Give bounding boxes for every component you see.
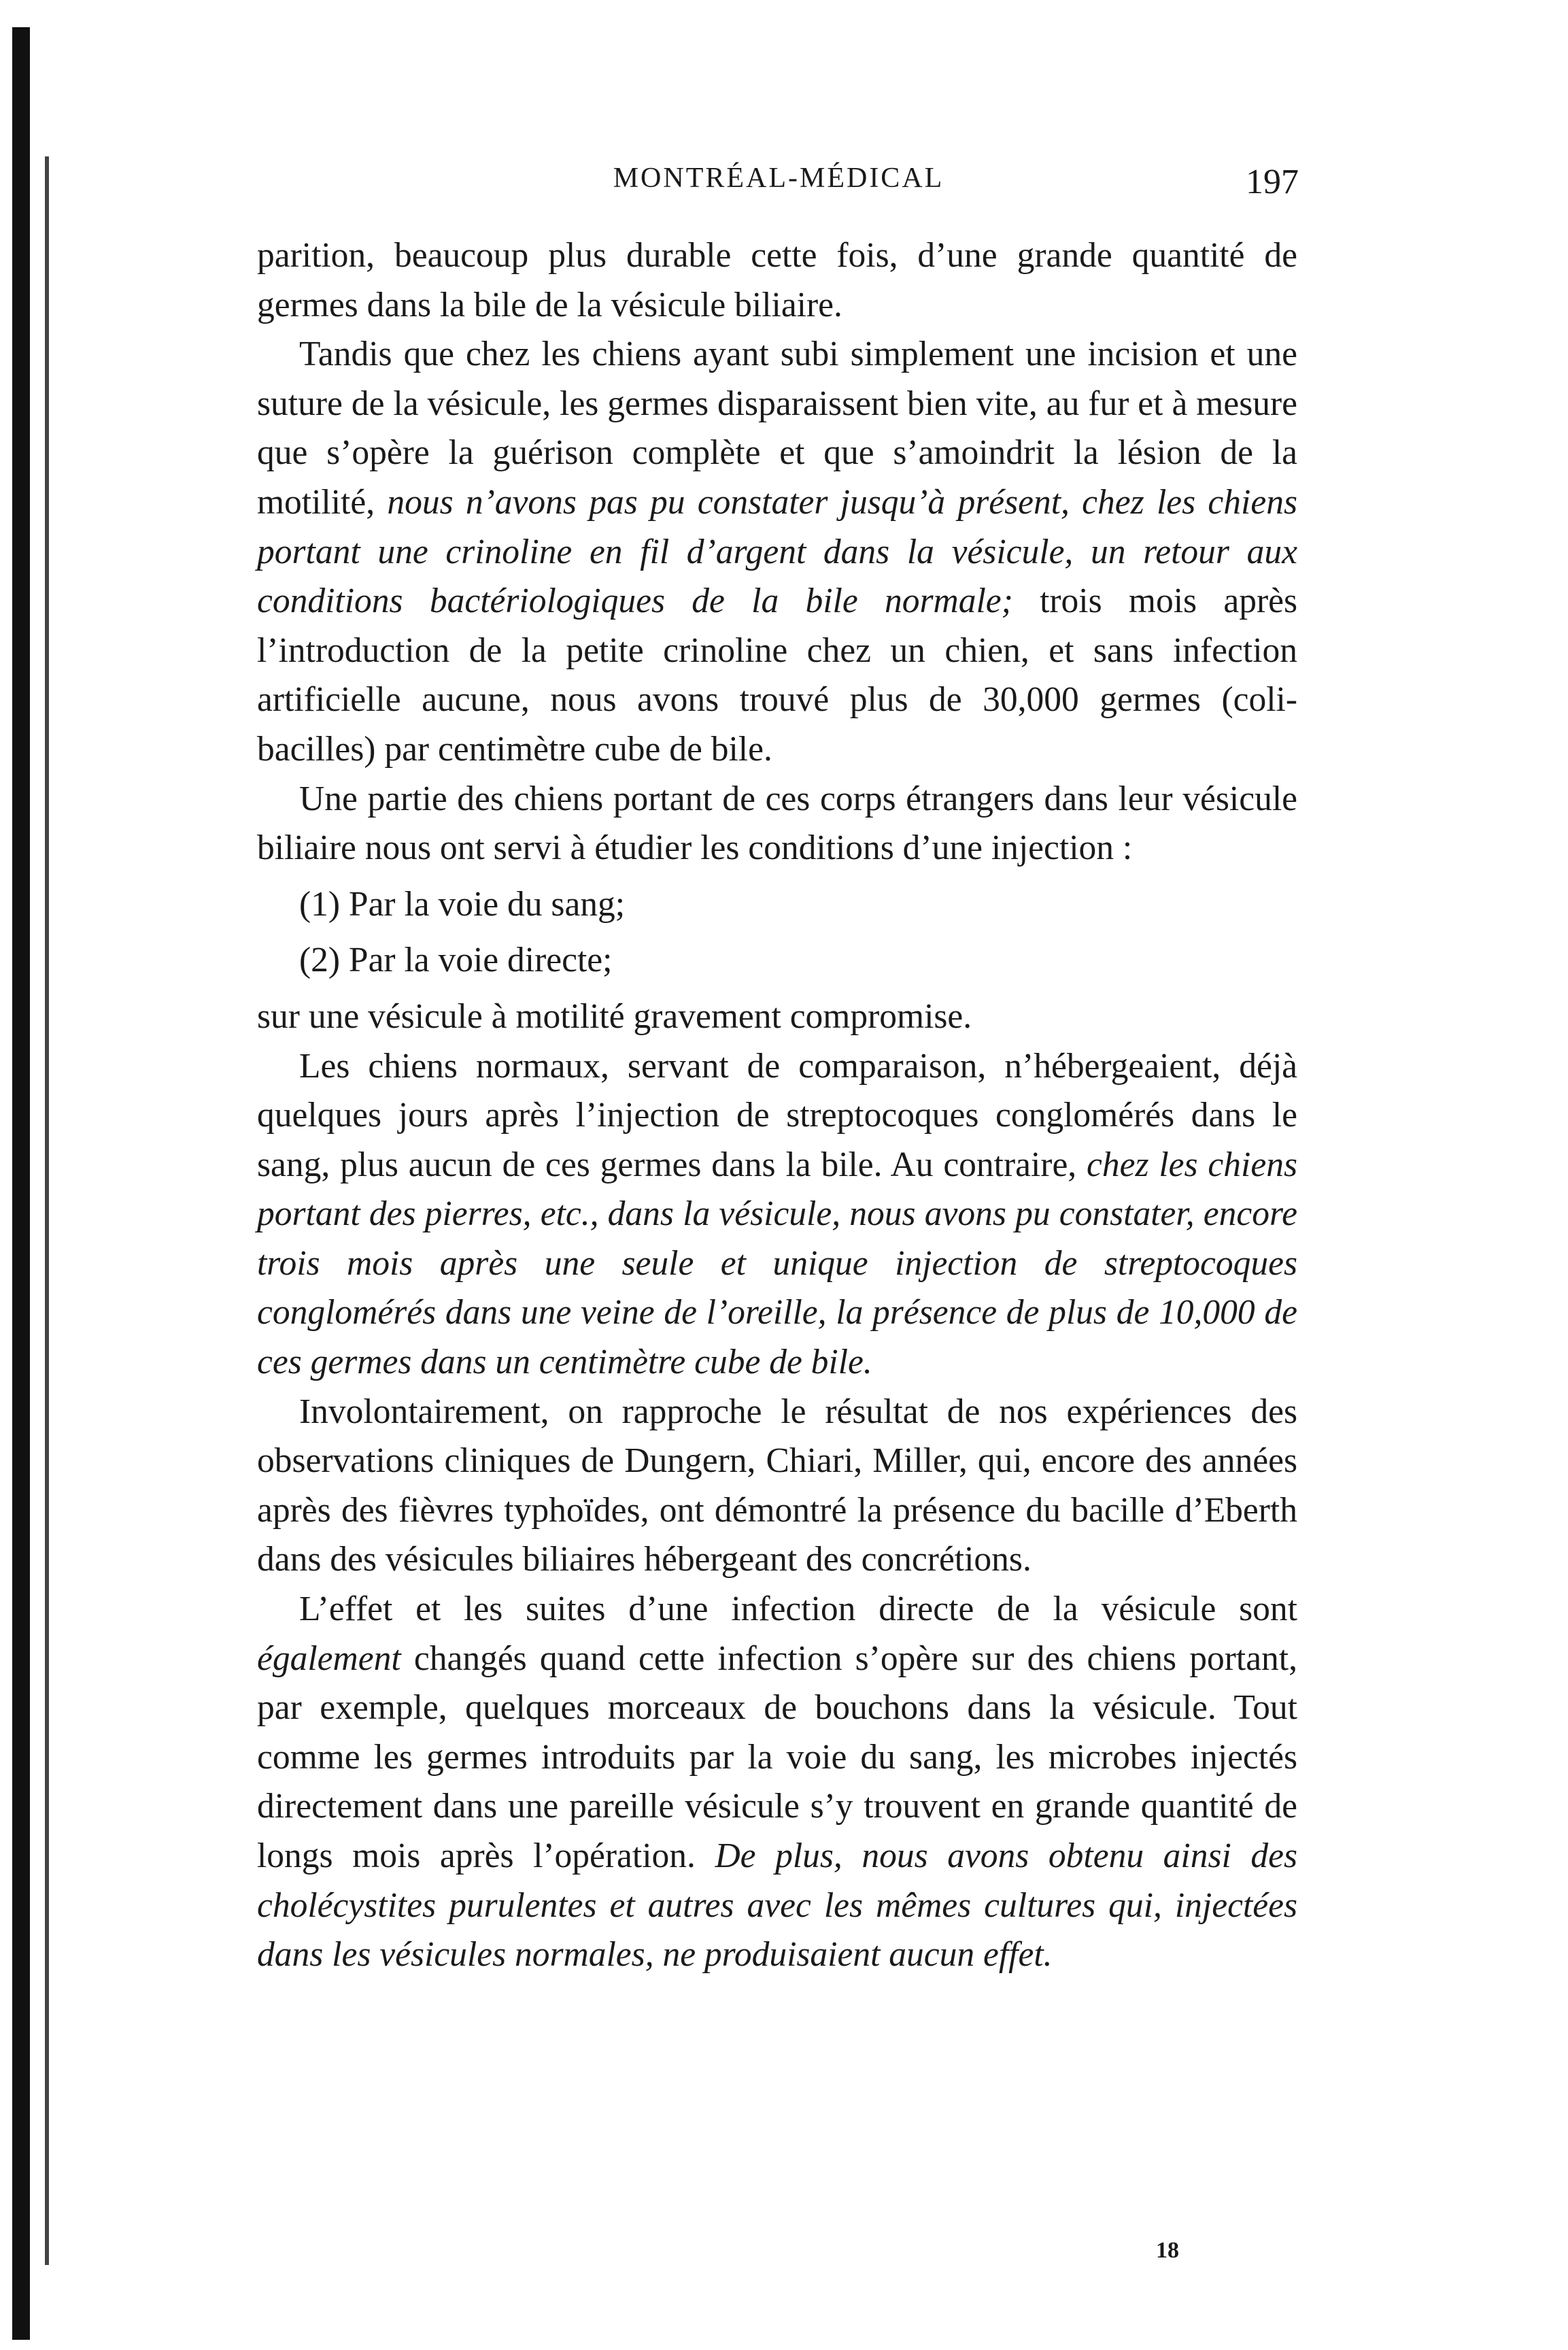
signature-mark: 18 [1156,2238,1179,2263]
paragraph: Une partie des chiens portant de ces corps étrangers dans leur vésicule biliaire nous ont servi à étudier les conditions d’une injection : [257,779,1297,868]
paragraph [257,330,1297,774]
italic-run: chez les chiens portant des pierres, etc., dans la vésicule, nous avons pu constater, encore trois mois après une seule et unique injection de streptocoques conglomérés dans une veine de l’oreille, la présence de plus de 10,000 de ces germes dans un centimètre cube de bile. [257,1145,1297,1382]
paragraph: sur une vésicule à motilité gravement compromise. [257,996,972,1036]
italic-run: De plus, nous avons obtenu ainsi des cholécystites purulentes et autres avec les mêmes cultures qui, injectées dans les vésicules normales, ne produisaient aucun effet. [257,1836,1297,1975]
text-run: trois mois après l’introduction de la petite crinoline chez un chien, et sans infection artificielle aucune, nous avons trouvé plus de 30,000 germes (coli-bacilles) par centimètre cube de bile. [257,582,1297,769]
paragraph [257,1042,1297,1388]
list-item: (2) Par la voie directe; [299,941,613,980]
paragraph: parition, beaucoup plus durable cette fois, d’une grande quantité de germes dans la bile de la vésicule biliaire. [257,236,1297,324]
paragraph: Involontairement, on rapproche le résultat de nos expériences des observations cliniques de Dungern, Chiari, Miller, qui, encore des années après des fièvres typhoïdes, ont démontré la présence du bacille d’Eberth dans des vésicules biliaires hébergeant des concrétions. [257,1392,1297,1579]
text-run: Les chiens normaux, servant de comparaison, n’hébergeaient, déjà quelques jours après l’injection de streptocoques conglomérés dans le sang, plus aucun de ces germes dans la bile. Au contraire, [257,1046,1297,1184]
paragraph [257,1585,1297,1980]
text-run: L’effet et les suites d’une infection directe de la vésicule sont [299,1590,1297,1629]
page-edge-shadow [12,27,30,2340]
italic-run: nous n’avons pas pu constater jusqu’à présent, chez les chiens portant une crinoline en fil d’argent dans la vésicule, un retour aux conditions bactériologiques de la bile normale; [257,482,1297,621]
running-title: MONTRÉAL-MÉDICAL [613,163,944,194]
body-text [257,231,1297,1980]
text-run: changés quand cette infection s’opère sur des chiens portant, par exemple, quelques morceaux de bouchons dans la vésicule. Tout comme les germes introduits par la voie du sang, les microbes injectés directement dans une pareille vésicule s’y trouvent en grande quantité de longs mois après l’opération. [257,1639,1297,1875]
page-header [258,162,1299,203]
page-edge-line [45,156,49,2265]
text-run: Tandis que chez les chiens ayant subi simplement une incision et une suture de la vésicule, les germes disparaissent bien vite, au fur et à mesure que s’opère la guérison complète et que s’amoindrit la lésion de la motilité, [257,335,1297,522]
page-number: 197 [1246,163,1299,201]
list-item: (1) Par la voie du sang; [299,884,626,924]
italic-run: également [257,1639,401,1678]
